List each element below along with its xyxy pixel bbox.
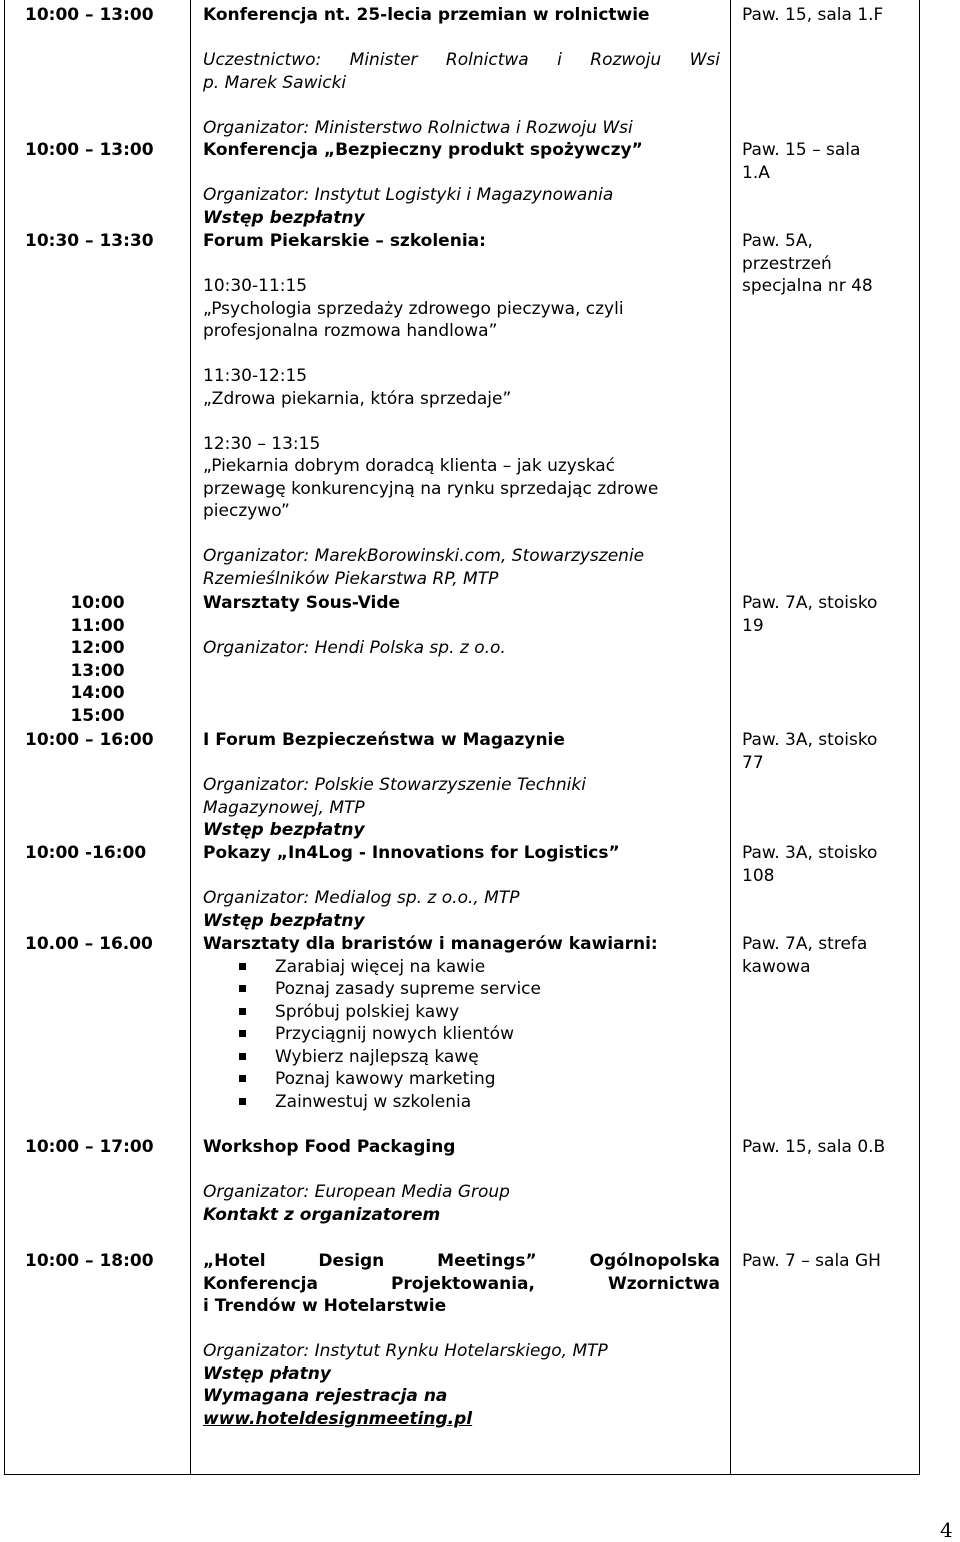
event-entry: Wstęp bezpłatny (203, 910, 365, 931)
event-time: 10:00 (70, 593, 125, 613)
event-details (203, 729, 720, 842)
session-time: 10:30-11:15 (203, 276, 308, 296)
event-title: „Hotel Design Meetings” Ogólnopolska (203, 1251, 720, 1271)
bullet-list (203, 956, 723, 1114)
event-details (203, 139, 720, 229)
column-divider (730, 0, 731, 1475)
bullet-icon (239, 1008, 246, 1015)
event-organizer: Organizator: Polskie Stowarzyszenie Techniki (203, 775, 586, 795)
event-organizer: Organizator: MarekBorowinski.com, Stowarzyszenie (203, 546, 645, 566)
event-organizer: Magazynowej, MTP (203, 797, 365, 818)
session-title: „Piekarnia dobrym doradcą klienta – jak uzyskać (203, 456, 616, 476)
event-place-line: Paw. 15 – sala (742, 140, 861, 160)
event-organizer: Organizator: Instytut Rynku Hotelarskiego, MTP (203, 1341, 608, 1361)
bullet-icon (239, 1098, 246, 1105)
event-place (742, 592, 917, 637)
list-item (203, 1091, 723, 1114)
event-time: 10:00 – 13:00 (25, 140, 154, 160)
event-place-line: 19 (742, 615, 764, 636)
event-title: Forum Piekarskie – szkolenia: (203, 231, 486, 251)
event-title: Warsztaty dla braristów i managerów kawiarni: (203, 934, 658, 954)
event-place (742, 230, 917, 298)
event-organizer: Organizator: European Media Group (203, 1182, 510, 1202)
event-title: i Trendów w Hotelarstwie (203, 1296, 447, 1316)
event-times (25, 592, 170, 727)
event-time: 10.00 – 16.00 (25, 934, 153, 954)
event-details (203, 230, 720, 590)
event-place (742, 139, 917, 184)
event-details (203, 842, 720, 932)
bullet-icon (239, 1053, 246, 1060)
event-place-line: 77 (742, 752, 764, 773)
event-entry: Wstęp płatny (203, 1363, 331, 1384)
event-website-link[interactable]: www.hoteldesignmeeting.pl (203, 1408, 473, 1429)
event-place (742, 842, 917, 887)
event-title: I Forum Bezpieczeństwa w Magazynie (203, 730, 565, 750)
event-time: 10:00 – 16:00 (25, 730, 154, 750)
page-number: 4 (940, 1518, 953, 1542)
event-place-line: Paw. 3A, stoisko (742, 843, 878, 863)
list-item-text: Wybierz najlepszą kawę (275, 1046, 479, 1067)
event-contact: Kontakt z organizatorem (203, 1204, 441, 1225)
event-title: Warsztaty Sous-Vide (203, 593, 401, 613)
event-place-line: specjalna nr 48 (742, 276, 873, 296)
event-time: 12:00 (70, 638, 125, 658)
event-participation: Uczestnictwo: Minister Rolnictwa i Rozwoju Wsi (203, 50, 720, 70)
session-title: pieczywo” (203, 501, 290, 521)
event-place-line: Paw. 7A, strefa (742, 934, 868, 954)
event-details (203, 592, 720, 660)
event-time: 10:00 – 17:00 (25, 1137, 154, 1157)
event-place: Paw. 15, sala 1.F (742, 5, 884, 25)
event-registration: Wymagana rejestracja na (203, 1386, 448, 1406)
session-time: 12:30 – 13:15 (203, 433, 321, 454)
event-time: 10:00 – 18:00 (25, 1251, 154, 1271)
event-organizer: Organizator: Hendi Polska sp. z o.o. (203, 638, 506, 658)
event-time: 13:00 (70, 660, 125, 681)
session-title: „Psychologia sprzedaży zdrowego pieczywa, czyli (203, 298, 624, 319)
event-time: 15:00 (70, 705, 125, 726)
event-place: Paw. 7 – sala GH (742, 1251, 881, 1271)
event-organizer: Organizator: Instytut Logistyki i Magazynowania (203, 185, 614, 205)
event-time: 10:00 -16:00 (25, 843, 147, 863)
event-details (203, 1136, 720, 1226)
list-item-text: Zainwestuj w szkolenia (275, 1091, 472, 1112)
list-item (203, 978, 723, 1001)
event-entry: Wstęp bezpłatny (203, 820, 365, 840)
event-time: 10:30 – 13:30 (25, 231, 154, 251)
event-time: 10:00 – 13:00 (25, 5, 154, 25)
event-details (203, 933, 723, 1113)
event-title: Konferencja Projektowania, Wzornictwa (203, 1273, 720, 1294)
event-place-line: 108 (742, 865, 775, 886)
list-item (203, 1023, 723, 1046)
event-details (203, 1250, 720, 1430)
event-organizer: Rzemieślników Piekarstwa RP, MTP (203, 568, 499, 589)
event-place-line: Paw. 7A, stoisko (742, 593, 878, 613)
list-item (203, 956, 723, 979)
event-place: Paw. 15, sala 0.B (742, 1137, 886, 1157)
column-divider (190, 0, 191, 1475)
list-item-text: Spróbuj polskiej kawy (275, 1001, 460, 1022)
list-item-text: Poznaj kawowy marketing (275, 1069, 496, 1089)
list-item (203, 1046, 723, 1069)
event-participation: p. Marek Sawicki (203, 72, 347, 93)
bullet-icon (239, 963, 246, 970)
bullet-icon (239, 1075, 246, 1082)
event-place (742, 729, 917, 774)
list-item-text: Przyciągnij nowych klientów (275, 1024, 514, 1044)
event-organizer: Organizator: Medialog sp. z o.o., MTP (203, 888, 520, 908)
event-place-line: Paw. 5A, (742, 231, 813, 251)
session-title: przewagę konkurencyjną na rynku sprzedając zdrowe (203, 478, 659, 499)
event-title: Workshop Food Packaging (203, 1137, 456, 1157)
event-place-line: przestrzeń (742, 253, 832, 274)
event-time: 11:00 (70, 615, 125, 636)
list-item (203, 1001, 723, 1024)
list-item-text: Zarabiaj więcej na kawie (275, 956, 486, 977)
event-place-line: kawowa (742, 956, 811, 977)
session-time: 11:30-12:15 (203, 366, 308, 386)
event-title: Konferencja „Bezpieczny produkt spożywczy” (203, 140, 643, 160)
list-item-text: Poznaj zasady supreme service (275, 979, 541, 999)
event-entry: Wstęp bezpłatny (203, 207, 365, 228)
bullet-icon (239, 985, 246, 992)
session-title: „Zdrowa piekarnia, która sprzedaje” (203, 388, 512, 409)
event-details (203, 4, 720, 139)
session-title: profesjonalna rozmowa handlowa” (203, 321, 498, 341)
event-organizer: Organizator: Ministerstwo Rolnictwa i Rozwoju Wsi (203, 117, 633, 138)
event-title: Konferencja nt. 25-lecia przemian w rolnictwie (203, 5, 650, 25)
event-title: Pokazy „In4Log - Innovations for Logistics” (203, 843, 620, 863)
event-place-line: 1.A (742, 162, 770, 183)
bullet-icon (239, 1030, 246, 1037)
list-item (203, 1068, 723, 1091)
event-place (742, 933, 917, 978)
event-place-line: Paw. 3A, stoisko (742, 730, 878, 750)
event-time: 14:00 (70, 683, 125, 703)
